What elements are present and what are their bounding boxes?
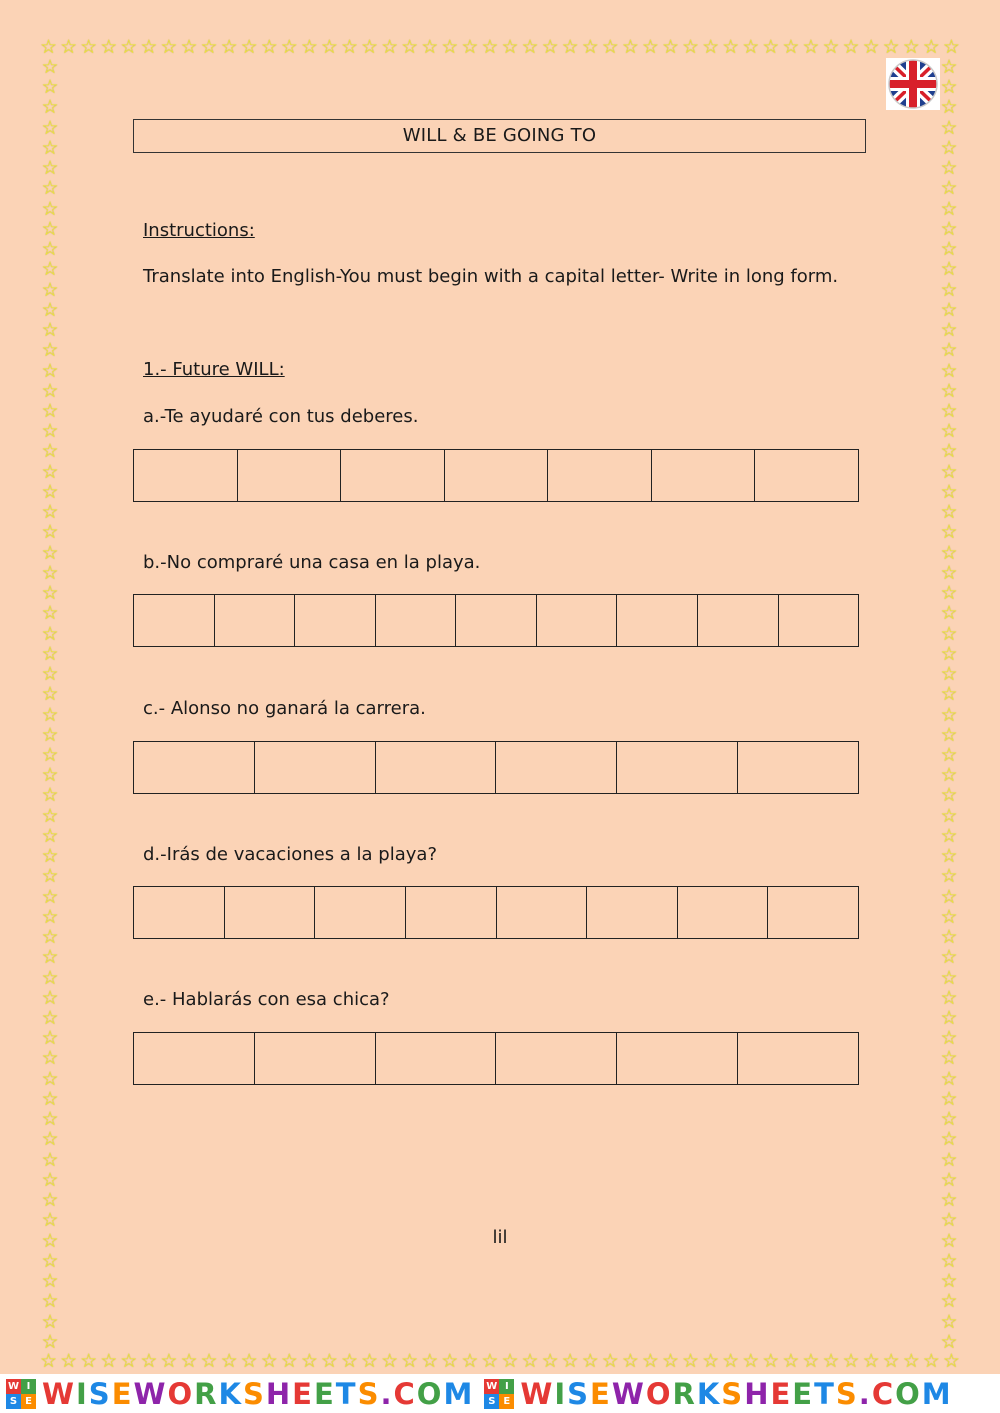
star-icon: ☆ <box>41 339 59 362</box>
star-icon: ☆ <box>220 38 238 58</box>
star-icon: ☆ <box>940 1108 958 1131</box>
star-icon: ☆ <box>940 480 958 503</box>
star-icon: ☆ <box>340 38 358 58</box>
star-icon: ☆ <box>742 38 760 58</box>
star-icon: ☆ <box>940 1270 958 1293</box>
star-icon: ☆ <box>940 440 958 463</box>
star-icon: ☆ <box>940 905 958 928</box>
star-icon: ☆ <box>140 38 158 58</box>
star-icon: ☆ <box>702 1352 720 1372</box>
star-icon: ☆ <box>862 38 880 58</box>
star-icon: ☆ <box>41 521 59 544</box>
star-icon: ☆ <box>762 1352 780 1372</box>
star-icon: ☆ <box>421 1352 439 1372</box>
star-icon: ☆ <box>940 1128 958 1151</box>
star-icon: ☆ <box>940 683 958 706</box>
answer-row-a <box>133 449 859 502</box>
star-icon: ☆ <box>521 38 539 58</box>
star-icon: ☆ <box>41 1229 59 1252</box>
star-icon: ☆ <box>822 1352 840 1372</box>
star-icon: ☆ <box>41 440 59 463</box>
item-prompt-e: e.- Hablarás con esa chica? <box>143 989 390 1010</box>
star-icon: ☆ <box>742 1352 760 1372</box>
star-icon: ☆ <box>940 1249 958 1272</box>
star-icon: ☆ <box>41 298 59 321</box>
star-icon: ☆ <box>940 379 958 402</box>
star-icon: ☆ <box>940 217 958 240</box>
star-icon: ☆ <box>300 38 318 58</box>
answer-box[interactable] <box>254 742 375 793</box>
star-icon: ☆ <box>601 1352 619 1372</box>
answer-box[interactable] <box>134 595 214 646</box>
star-icon: ☆ <box>940 116 958 139</box>
star-icon: ☆ <box>320 1352 338 1372</box>
star-icon: ☆ <box>940 885 958 908</box>
star-icon: ☆ <box>940 1067 958 1090</box>
star-icon: ☆ <box>661 38 679 58</box>
star-icon: ☆ <box>762 38 780 58</box>
answer-box[interactable] <box>677 887 768 938</box>
star-icon: ☆ <box>41 541 59 564</box>
instructions-text: Translate into English-You must begin with a capital letter- Write in long form. <box>143 266 839 287</box>
answer-box[interactable] <box>737 1033 858 1084</box>
star-icon: ☆ <box>100 38 118 58</box>
star-icon: ☆ <box>41 582 59 605</box>
star-icon: ☆ <box>940 966 958 989</box>
star-icon: ☆ <box>41 946 59 969</box>
star-icon: ☆ <box>41 278 59 301</box>
star-icon: ☆ <box>41 1209 59 1232</box>
star-icon: ☆ <box>80 1352 98 1372</box>
star-icon: ☆ <box>501 38 519 58</box>
answer-box[interactable] <box>496 887 587 938</box>
answer-box[interactable] <box>767 887 858 938</box>
star-icon: ☆ <box>521 1352 539 1372</box>
star-icon: ☆ <box>41 76 59 99</box>
star-icon: ☆ <box>41 399 59 422</box>
star-icon: ☆ <box>41 1249 59 1272</box>
star-icon: ☆ <box>41 703 59 726</box>
star-icon: ☆ <box>940 784 958 807</box>
answer-row-d <box>133 886 859 939</box>
star-icon: ☆ <box>41 1310 59 1333</box>
star-icon: ☆ <box>260 38 278 58</box>
star-icon: ☆ <box>41 1189 59 1212</box>
star-icon: ☆ <box>942 38 960 58</box>
answer-box[interactable] <box>134 887 224 938</box>
star-icon: ☆ <box>940 602 958 625</box>
star-icon: ☆ <box>41 420 59 443</box>
star-icon: ☆ <box>41 1087 59 1110</box>
star-icon: ☆ <box>41 1128 59 1151</box>
item-prompt-b: b.-No compraré una casa en la playa. <box>143 552 481 573</box>
star-icon: ☆ <box>940 1007 958 1030</box>
star-icon: ☆ <box>940 96 958 119</box>
star-icon: ☆ <box>802 1352 820 1372</box>
answer-box[interactable] <box>616 742 737 793</box>
star-icon: ☆ <box>641 38 659 58</box>
star-icon: ☆ <box>401 38 419 58</box>
star-icon: ☆ <box>361 1352 379 1372</box>
star-icon: ☆ <box>160 38 178 58</box>
footer-watermark <box>0 1374 1000 1413</box>
star-icon: ☆ <box>280 1352 298 1372</box>
answer-box[interactable] <box>547 450 651 501</box>
star-icon: ☆ <box>561 1352 579 1372</box>
brand-text: WISEWORKSHEETS.COM <box>520 1376 953 1411</box>
star-icon: ☆ <box>501 1352 519 1372</box>
answer-box[interactable] <box>375 1033 496 1084</box>
star-icon: ☆ <box>401 1352 419 1372</box>
star-icon: ☆ <box>940 582 958 605</box>
star-icon: ☆ <box>120 1352 138 1372</box>
star-icon: ☆ <box>842 1352 860 1372</box>
star-icon: ☆ <box>41 905 59 928</box>
star-icon: ☆ <box>940 238 958 261</box>
star-icon: ☆ <box>940 1229 958 1252</box>
star-icon: ☆ <box>940 197 958 220</box>
star-icon: ☆ <box>180 38 198 58</box>
star-icon: ☆ <box>41 764 59 787</box>
star-icon: ☆ <box>41 96 59 119</box>
star-icon: ☆ <box>862 1352 880 1372</box>
star-icon: ☆ <box>621 38 639 58</box>
star-icon: ☆ <box>842 38 860 58</box>
answer-box[interactable] <box>134 742 254 793</box>
star-icon: ☆ <box>240 1352 258 1372</box>
star-icon: ☆ <box>541 1352 559 1372</box>
star-icon: ☆ <box>682 1352 700 1372</box>
answer-box[interactable] <box>754 450 858 501</box>
answer-box[interactable] <box>444 450 548 501</box>
star-icon: ☆ <box>940 946 958 969</box>
star-icon: ☆ <box>940 460 958 483</box>
star-icon: ☆ <box>120 38 138 58</box>
star-icon: ☆ <box>41 359 59 382</box>
star-icon: ☆ <box>940 177 958 200</box>
star-icon: ☆ <box>481 1352 499 1372</box>
star-icon: ☆ <box>940 541 958 564</box>
star-icon: ☆ <box>41 1330 59 1352</box>
star-icon: ☆ <box>940 278 958 301</box>
answer-box[interactable] <box>495 1033 616 1084</box>
star-icon: ☆ <box>41 1270 59 1293</box>
star-icon: ☆ <box>722 1352 740 1372</box>
star-icon: ☆ <box>41 602 59 625</box>
star-icon: ☆ <box>940 926 958 949</box>
star-icon: ☆ <box>561 38 579 58</box>
star-icon: ☆ <box>882 1352 900 1372</box>
brand-badge-icon: W I S E <box>6 1379 36 1409</box>
star-icon: ☆ <box>41 683 59 706</box>
star-icon: ☆ <box>200 1352 218 1372</box>
star-icon: ☆ <box>60 38 78 58</box>
answer-box[interactable] <box>134 1033 254 1084</box>
answer-box[interactable] <box>375 595 456 646</box>
star-icon: ☆ <box>41 723 59 746</box>
star-icon: ☆ <box>381 1352 399 1372</box>
star-icon: ☆ <box>41 1290 59 1313</box>
star-icon: ☆ <box>940 76 958 99</box>
star-icon: ☆ <box>940 136 958 159</box>
brand-logo-2 <box>484 1377 952 1411</box>
star-icon: ☆ <box>441 38 459 58</box>
star-icon: ☆ <box>80 38 98 58</box>
star-icon: ☆ <box>940 723 958 746</box>
section-heading: 1.- Future WILL: <box>143 359 285 380</box>
star-icon: ☆ <box>41 501 59 524</box>
star-icon: ☆ <box>682 38 700 58</box>
star-icon: ☆ <box>940 1310 958 1333</box>
star-icon: ☆ <box>902 1352 920 1372</box>
star-icon: ☆ <box>41 116 59 139</box>
star-icon: ☆ <box>180 1352 198 1372</box>
star-icon: ☆ <box>661 1352 679 1372</box>
star-icon: ☆ <box>41 379 59 402</box>
star-border-top <box>40 38 960 60</box>
page-number: lil <box>492 1227 508 1248</box>
brand-badge-icon: W I S E <box>484 1379 514 1409</box>
star-icon: ☆ <box>940 339 958 362</box>
answer-row-c <box>133 741 859 794</box>
star-icon: ☆ <box>41 238 59 261</box>
star-icon: ☆ <box>722 38 740 58</box>
star-icon: ☆ <box>940 319 958 342</box>
star-icon: ☆ <box>461 38 479 58</box>
star-icon: ☆ <box>41 1168 59 1191</box>
star-icon: ☆ <box>940 622 958 645</box>
worksheet-title: WILL & BE GOING TO <box>133 119 866 153</box>
star-icon: ☆ <box>922 1352 940 1372</box>
star-icon: ☆ <box>782 1352 800 1372</box>
star-icon: ☆ <box>940 521 958 544</box>
star-icon: ☆ <box>940 420 958 443</box>
star-icon: ☆ <box>320 38 338 58</box>
star-icon: ☆ <box>260 1352 278 1372</box>
star-icon: ☆ <box>940 359 958 382</box>
star-icon: ☆ <box>641 1352 659 1372</box>
star-icon: ☆ <box>940 1330 958 1352</box>
star-icon: ☆ <box>41 319 59 342</box>
star-icon: ☆ <box>41 966 59 989</box>
star-icon: ☆ <box>41 1027 59 1050</box>
star-icon: ☆ <box>41 865 59 888</box>
answer-box[interactable] <box>375 742 496 793</box>
answer-box[interactable] <box>697 595 778 646</box>
star-icon: ☆ <box>581 1352 599 1372</box>
star-icon: ☆ <box>461 1352 479 1372</box>
answer-box[interactable] <box>340 450 444 501</box>
star-icon: ☆ <box>940 1047 958 1070</box>
star-icon: ☆ <box>940 1087 958 1110</box>
answer-box[interactable] <box>495 742 616 793</box>
star-icon: ☆ <box>942 1352 960 1372</box>
star-icon: ☆ <box>41 197 59 220</box>
star-icon: ☆ <box>41 1148 59 1171</box>
star-icon: ☆ <box>41 58 59 78</box>
star-icon: ☆ <box>940 743 958 766</box>
star-icon: ☆ <box>240 38 258 58</box>
star-icon: ☆ <box>361 38 379 58</box>
star-icon: ☆ <box>601 38 619 58</box>
star-icon: ☆ <box>940 1290 958 1313</box>
star-icon: ☆ <box>40 38 58 58</box>
star-icon: ☆ <box>41 1047 59 1070</box>
answer-box[interactable] <box>737 742 858 793</box>
star-icon: ☆ <box>940 1168 958 1191</box>
star-icon: ☆ <box>441 1352 459 1372</box>
star-icon: ☆ <box>940 804 958 827</box>
star-icon: ☆ <box>220 1352 238 1372</box>
star-icon: ☆ <box>940 157 958 180</box>
star-icon: ☆ <box>940 1148 958 1171</box>
star-icon: ☆ <box>940 1027 958 1050</box>
star-icon: ☆ <box>41 561 59 584</box>
answer-box[interactable] <box>778 595 859 646</box>
star-icon: ☆ <box>280 38 298 58</box>
star-icon: ☆ <box>300 1352 318 1372</box>
star-icon: ☆ <box>160 1352 178 1372</box>
answer-box[interactable] <box>616 595 697 646</box>
brand-text: WISEWORKSHEETS.COM <box>42 1376 475 1411</box>
instructions-heading: Instructions: <box>143 220 255 241</box>
star-icon: ☆ <box>41 217 59 240</box>
answer-box[interactable] <box>134 450 237 501</box>
brand-logo-1 <box>6 1377 474 1411</box>
answer-box[interactable] <box>314 887 405 938</box>
answer-box[interactable] <box>237 450 341 501</box>
answer-box[interactable] <box>294 595 375 646</box>
star-icon: ☆ <box>41 460 59 483</box>
star-icon: ☆ <box>41 784 59 807</box>
star-icon: ☆ <box>41 1007 59 1030</box>
star-icon: ☆ <box>581 38 599 58</box>
star-icon: ☆ <box>940 501 958 524</box>
uk-flag-icon <box>886 58 940 110</box>
star-icon: ☆ <box>41 824 59 847</box>
star-icon: ☆ <box>481 38 499 58</box>
star-icon: ☆ <box>100 1352 118 1372</box>
star-icon: ☆ <box>41 743 59 766</box>
star-icon: ☆ <box>940 986 958 1009</box>
star-border-right <box>938 58 960 1352</box>
star-icon: ☆ <box>940 399 958 422</box>
star-icon: ☆ <box>41 926 59 949</box>
star-border-left <box>39 58 61 1352</box>
star-icon: ☆ <box>541 38 559 58</box>
star-icon: ☆ <box>621 1352 639 1372</box>
star-icon: ☆ <box>40 1352 58 1372</box>
answer-box[interactable] <box>254 1033 375 1084</box>
star-icon: ☆ <box>41 480 59 503</box>
star-icon: ☆ <box>940 764 958 787</box>
answer-box[interactable] <box>455 595 536 646</box>
star-icon: ☆ <box>60 1352 78 1372</box>
star-icon: ☆ <box>41 885 59 908</box>
star-icon: ☆ <box>200 38 218 58</box>
answer-box[interactable] <box>651 450 755 501</box>
item-prompt-a: a.-Te ayudaré con tus deberes. <box>143 406 419 427</box>
star-icon: ☆ <box>940 663 958 686</box>
star-icon: ☆ <box>940 1209 958 1232</box>
star-icon: ☆ <box>902 38 920 58</box>
answer-box[interactable] <box>224 887 315 938</box>
star-icon: ☆ <box>922 38 940 58</box>
star-icon: ☆ <box>41 663 59 686</box>
item-prompt-c: c.- Alonso no ganará la carrera. <box>143 698 426 719</box>
star-icon: ☆ <box>882 38 900 58</box>
star-icon: ☆ <box>41 804 59 827</box>
star-icon: ☆ <box>340 1352 358 1372</box>
star-icon: ☆ <box>940 561 958 584</box>
star-icon: ☆ <box>940 258 958 281</box>
star-icon: ☆ <box>782 38 800 58</box>
star-border-bottom <box>40 1352 960 1374</box>
answer-box[interactable] <box>536 595 617 646</box>
star-icon: ☆ <box>41 622 59 645</box>
star-icon: ☆ <box>822 38 840 58</box>
star-icon: ☆ <box>41 157 59 180</box>
star-icon: ☆ <box>41 258 59 281</box>
star-icon: ☆ <box>41 177 59 200</box>
star-icon: ☆ <box>940 1189 958 1212</box>
star-icon: ☆ <box>140 1352 158 1372</box>
star-icon: ☆ <box>41 845 59 868</box>
answer-row-e <box>133 1032 859 1085</box>
star-icon: ☆ <box>940 298 958 321</box>
star-icon: ☆ <box>940 824 958 847</box>
star-icon: ☆ <box>940 845 958 868</box>
star-icon: ☆ <box>41 1067 59 1090</box>
star-icon: ☆ <box>940 865 958 888</box>
star-icon: ☆ <box>940 642 958 665</box>
answer-row-b <box>133 594 859 647</box>
answer-box[interactable] <box>586 887 677 938</box>
star-icon: ☆ <box>702 38 720 58</box>
star-icon: ☆ <box>41 1108 59 1131</box>
star-icon: ☆ <box>940 703 958 726</box>
star-icon: ☆ <box>41 986 59 1009</box>
answer-box[interactable] <box>214 595 295 646</box>
answer-box[interactable] <box>616 1033 737 1084</box>
star-icon: ☆ <box>381 38 399 58</box>
star-icon: ☆ <box>940 58 958 78</box>
star-icon: ☆ <box>41 642 59 665</box>
item-prompt-d: d.-Irás de vacaciones a la playa? <box>143 844 438 865</box>
answer-box[interactable] <box>405 887 496 938</box>
star-icon: ☆ <box>421 38 439 58</box>
star-icon: ☆ <box>41 136 59 159</box>
star-icon: ☆ <box>802 38 820 58</box>
